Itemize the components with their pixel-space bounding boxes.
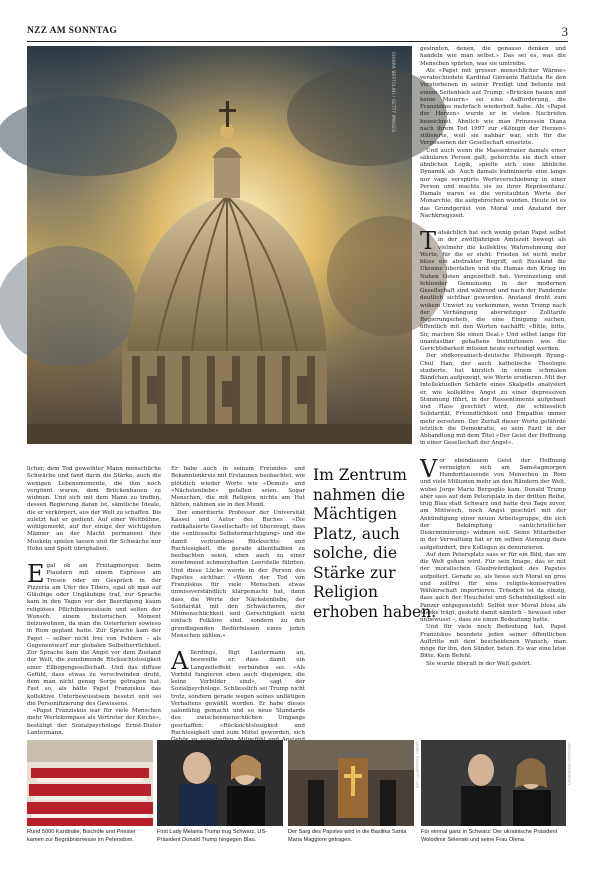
paragraph: Allerdings, fügt Lantermann an, beeweifle er, dass damit ein Langzeiteffekt verbunden sei. «Als Vorbild fungieren eben auch diejenigen, die keine Vorbilder sind», sagt der Sozialpsychologe. Schliesslich sei Trump nicht trotz, sondern gerade wegen seines unflätigen Verhaltens gewählt worden. Er habe dieses salonfähig gemacht und so neue Standards des zwischenmenschlichen Umgangs geschaffen: «Rücksichtslosigkeit und Ruchlosigkeit sind zum Mittel geworden, sich (171, 647, 305, 736)
header-rule (27, 41, 568, 42)
paragraph: Der emeritierte Professor der Universität Kassel und Autor des Buches «Die radikalisierte Gesellschaft» ist überzeugt, dass die «entfesselte Selbstermächtigung» und die damit verbundene Rücksichts- und Ruchlosigkeit, die gerade allenthalben zu beobachten seien, eben auch zu einer zunehmend schmerzhaften Leerstelle führten. Und diese Lücke werde in der Person des Papstes sichtbar: «Wenn der Tod von Franziskus für viele Menschen etwas unmissverständlich klargemacht hat, dann dass die Werte der Nächstenliebe, der Solidarität mit den Schwächeren, der Mitmenschlichkeit und Gerechtigkeit nicht einfach Folklore sind, sondern zu den grundlegenden Bedürfnissen eines jeden Menschen zählen.» (171, 509, 305, 639)
pull-quote: Im Zentrum nahmen die Mächtigen Platz, auch solche, die Stärke zur Religion erhoben haben. (313, 466, 437, 621)
photo-zelensky (421, 740, 566, 826)
paragraph: Egal ob am Freitagmorgen beim Plaudern mit einem Espresso am Tresen oder im Gespräch in der Pizzeria am Ufer des Tibers, egal ob man auf Gläubige oder Ungläubige traf, zur Sprache kam in den Tagen vor der Beerdigung kaum religiöses Pflichtbewusstsein und selten der Wunsch, einem historischen Moment beizuwohnen, da man die Osterferien sowieso in Rom geplant hatte. Zur Sprache kam der Papst – selber nicht frei von Fehlern – als Gegenentwurf zur globalen Selbstherrlichkeit. Zur Sprache kam die Angst vor dem Zustand der Welt, die zunehmende Rücksichtslosigkeit einer Ellbogengesellschaft. Und das diffuse Gefühl, dass etwas zu verschwinden droht, dem man nicht genug Sorge getragen hat. Fast so, als hätte Papst Franziskus das kollektive Unterbewusstsein besetzt und sei die Personifizierung des Gewissens. (27, 560, 161, 707)
hero-image-dome (27, 46, 412, 444)
publication-title: NZZ AM SONNTAG (27, 26, 118, 36)
photo-coffin (288, 740, 414, 826)
paragraph: licher, dem Tod geweihter Mann menschliche Schwäche und fand darin die Stärke, auch die wenigen Lebensmomente, die ihm noch vergönnt waren, dem Brückenbauen zu widmen. Und sich mit dem Mann zu treffen, dessen Regierung daran ist, sämtliche Ideale, die er verkörpert, aus der Welt zu schaffen. Bis zuletzt hat er gedient. Auf einer Weltbühne, wohlgemerkt, auf der einige der wichtigsten Männer an der Macht permanent ihre Muskeln spielen lassen und für Schwäche nur Hohn und Spott übrighaben. (27, 466, 161, 552)
drop-cap: A (171, 647, 189, 675)
cardinals-image (27, 740, 153, 826)
coffin-image (288, 740, 414, 826)
photo-trumps (157, 740, 283, 826)
dome-illustration (27, 46, 412, 444)
drop-cap: E (27, 560, 45, 588)
zelensky-image (421, 740, 566, 826)
article-column-left (27, 466, 161, 734)
paragraph: «Papst Franziskus war für viele Menschen mehr Wertekompass als Vertreter der Kirche», bestätigt der Sozialpsychologe Ernst-Dieter Lantermann. (27, 708, 161, 736)
paragraph: gesinnten, denen, die genauso denken und handeln wie man selbst.» Das sei es, was die Menschen spürten, was sie umtreibe. (420, 46, 566, 67)
photo-credit: UKRAINIAN PRESIDENCY (567, 742, 571, 786)
article-column-right (420, 46, 566, 736)
photo-caption: Rund 5000 Kardinäle, Bischöfe und Priester kamen zur Begräbnismesse im Petersdom. (27, 829, 136, 843)
paragraph: Er habe auch in seinem Freundes- und Bekanntenkreis mit Erstaunen beobachtet, wie plötzlich wieder Worte wie «Demut» und «Nächstenliebe» gefallen seien. Sogar Menschen, die mit Religion nichts am Hut hätten, nähmen sie in den Mund. (171, 466, 305, 509)
photo-caption: Für einmal ganz in Schwarz: Der ukrainische Präsident Wolodimir Selenski und seine Frau Olena. (421, 829, 558, 843)
drop-cap: T (420, 227, 437, 255)
photo-caption: Der Sarg des Papstes wird in die Basilika Santa Maria Maggiore getragen. (288, 829, 407, 843)
trumps-image (157, 740, 283, 826)
paragraph: Auf dem Petersplatz sass er für ein Bild, das um die Welt gehen wird. Für sein Image, das er mit der moralischen Glaubwürdigkeit des Papstes aufpoliert. Gerade so, als liesse sich Moral en gros und zollfrei für eine religiös-konservative Wählerschaft importieren. Trösdich ist da einzig, dass auch der Heuchelei und Scheinheiligkeit ein Panzer entgegensteht: Selbst wer Moral bloss als Maske trägt, gesteht damit nämlich – bewusst oder unbewusst –, dass sie einen Bedeutung hatte. (420, 551, 566, 623)
photo-credit: MARIO TOMASSETTI / AFP (415, 742, 419, 789)
paragraph: Vor ebendiesem Geist der Hoffnung verneigten sich am Samstagmorgen Hunderttausende von Menschen in Rom und viele Millionen mehr an den Rändern der Welt, wobei Jorge Mario Bergoglio kam. Donald Trump aber sass auf dem Petersplatz in der dritten Reihe, trug Blau statt Schwarz und hatte drei Tage zuvor, am Mittwoch, noch Angst geschürt mit der Ankündigung einer neuen Arbeitsgruppe, die sich der Bekämpfung «antichristlicher Diskriminierung» widmen soll. Seine Mitarbeiter in der Verwaltung hat er im selben Atemzug dazu aufgefordert, ihre Kollegen zu denunzieren. (420, 454, 566, 551)
paragraph: Sie wurde überall in der Welt gehört. (426, 660, 532, 667)
paragraph: Der südkoreanisch-deutsche Philosoph Byung-Chul Han, der auch katholische Theologie studierte, hat kürzlich in einem schmalen Bändchen aufgezeigt, wie Werte erodieren. Mit der Intellektuellen Schärfe eines Skalpells analysiert er, wie kollektive Angst zu einer depressiven Stimmung führt, in der Ressentiments aufgebaut und Hass geschürt wird, die schliesslich Solidarität, Freundlichkeit und Empathie immer mehr zersetzen. Der Zerfall dieser Werte gefährde letztlich die Demokratie, so sein Fazit in der Abhandlung mit dem Titel «Der Geist der Hoffnung in einer Gesellschaft der Angst». (420, 353, 566, 447)
paragraph: Als «Papst mit grosser menschlicher Wärme» verabschiedete Kardinal Giovanni Battista Re den Verstorbenen in seiner Predigt und betonte mit einem Seitenhieb auf Trump: «Brücken bauen und keine Mauern» sei eine Aufforderung, die Franziskus mehrfach wiederholt habe. Als «Papst der Herzen» wurde er in vielen Nachrufen bezeichnet. Ähnlich wie man Prinzessin Diana nach ihrem Tod 1997 zur «Königin der Herzen» stilisierte, weil sie nahbar war, sich für die Vergessenen der Gesellschaft einsetzte. (420, 67, 566, 147)
page-number: 3 (561, 24, 568, 39)
article-column-middle (171, 466, 305, 734)
photo-caption: First Lady Melania Trump trug Schwarz, US-Präsident Donald Trump hingegen Blau. (157, 829, 268, 843)
paragraph: Und auch wenn die Massentrauer damals einer säkularen Person galt, gehorchte sie doch einer ähnlichen Logik, spielte sich eine ähnliche Dynamik ab. Auch damals kulminierte eine lange nur vage verspürte Werteverschiebung in einer Person und machte sie zu ihrer Repräsentanz. Damals waren es die verstaubten Werte der Monarchie, die aufgebrochen wurden. Heute ist es das Grundgerüst von Moral und Anstand der Nachkriegszeit. (420, 147, 566, 219)
paragraph: Und für viele noch Bedeutung hat. Papst Franziskus beendete jeden seiner öffentlichen Auftritte mit dem bescheidenen Wunsch, man möge für ihn, den Sünder, beten. Es war eine leise Bitte. Kein Befehl. (420, 624, 566, 660)
photo-cardinals (27, 740, 153, 826)
drop-cap: V (420, 454, 438, 483)
paragraph: Tatsächlich hat sich wenig getan Papst selbst in der zwölfjährigen Amtszeit bewegt als vielmehr die kollektive Wahrnehmung der Werte, für die er steht: Frieden ist nicht mehr bloss ein abstrakter Begriff, seit Russland die Ukraine überfallen und die Hamas den Krieg im Nahen Osten angezettelt hat. Vereinzelung und fehlender Gemeinsinn in der modernen Gesellschaft sind während und nach der Pandemie deutlich sichtbar geworden. Anstand droht zum wokem Unwort zu verkommen, wenn Trump nach der Verhängung aberwitziger Zolltarife Regierungschefs, die eine Einigung suchen, öffentlich mit den Worten nachäfft: «Bitte, bitte, Sir, machen Sie einen Deal.» Und selbst lange für unantastbar gehaltene Institutionen wie die Gerichtsbarkeit müssen heute verteidigt werden. (420, 227, 566, 352)
photo-credit: CHIARA BERTOLINI / GETTY IMAGES (391, 52, 396, 133)
